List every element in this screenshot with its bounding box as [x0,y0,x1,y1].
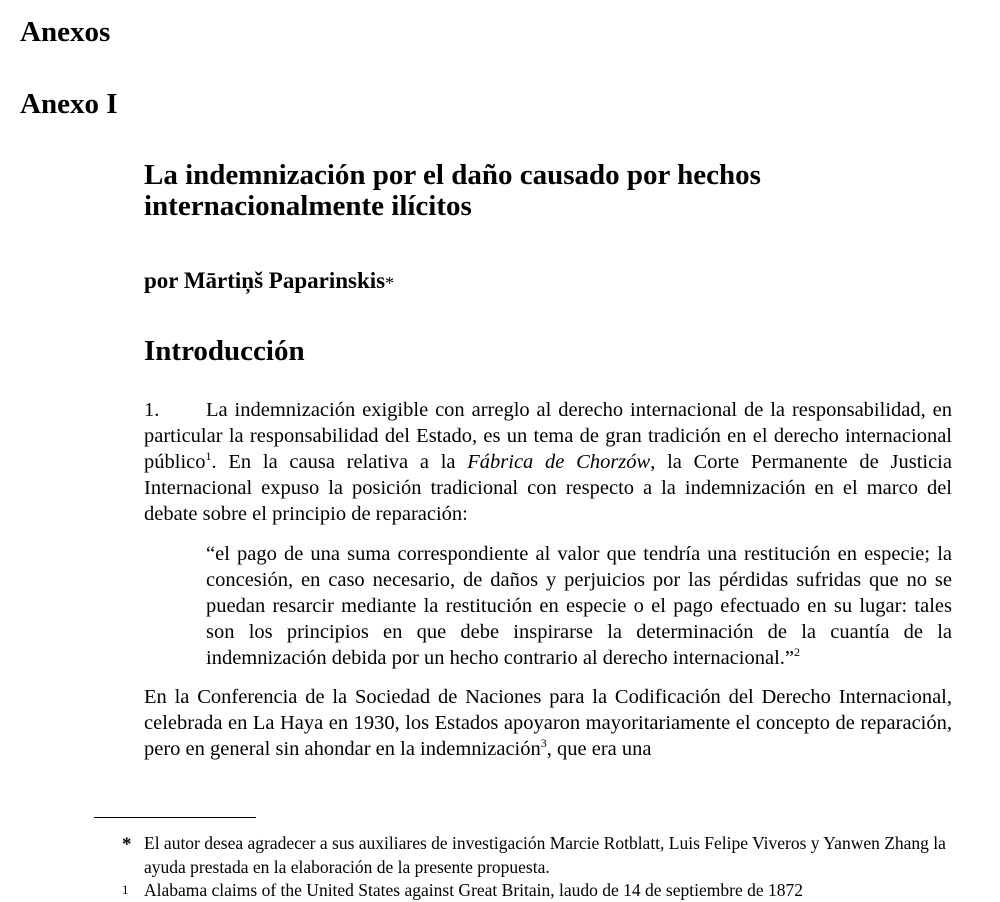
quote-text: “el pago de una suma correspondiente al valor que tendría una restitución en especie; la concesión, en caso necesario, de daños y perjuicios por las pérdidas sufridas que no se puedan resarcir mediante la restitución en especie o el pago efectuado en su lugar: tales son los principios en que debe inspirarse la determinación de la cuantía de la indemnización debida por un hecho contrario al derecho internacional.” [206,543,952,669]
author-footnote-mark[interactable]: * [385,273,395,293]
footnote-1-marker: 1 [122,882,129,897]
paragraph-number: 1. [144,399,160,421]
footnote-1 [122,878,952,902]
annexes-heading: Anexos [20,16,111,48]
footnote-author-text: El autor desea agradecer a sus auxiliares de investigación Marcie Rotblatt, Luis Felipe Viveros y Yanwen Zhang la ayuda prestada en la elaboración de la presente propuesta. [144,833,946,877]
paragraph-1-text-b: . En la causa relativa a la [211,451,468,473]
document-title: La indemnización por el daño causado por hechos internacionalmente ilícitos [144,159,761,222]
footnote-ref-2[interactable]: 2 [793,645,800,659]
paragraph-2-text-b: , que era una [546,738,652,760]
section-heading: Introducción [144,335,305,367]
footnote-ref-1[interactable]: 1 [205,449,212,463]
paragraph-2 [144,684,952,762]
paragraph-1-text-a: La indemnización exigible con arreglo al derecho internacional de la responsabilidad, en particular la responsabilidad del Estado, es un tema de gran tradición en el derecho internacional público [144,399,952,473]
paragraph-2-text-a: En la Conferencia de la Sociedad de Naciones para la Codificación del Derecho Internacional, celebrada en La Haya en 1930, los Estados apoyaron mayoritariamente el concepto de reparación, pero en general sin ahondar en la indemnización [144,686,952,760]
footnote-divider [94,817,256,818]
footnote-ref-3[interactable]: 3 [540,736,547,750]
annex-heading: Anexo I [20,88,118,120]
author-name: por Mārtiņš Paparinskis [144,268,386,293]
block-quote [206,541,952,671]
footnote-1-text: Alabama claims of the United States against Great Britain, laudo de 14 de septiembre de 1872 [144,880,803,900]
footnote-author-marker: * [122,834,132,855]
author-line [144,266,394,298]
paragraph-1-text-c: , la Corte Permanente de Justicia Internacional expuso la posición tradicional con respecto a la indemnización en el marco del debate sobre el principio de reparación: [144,451,952,525]
case-name: Fábrica de Chorzów [467,451,651,473]
footnote-author [122,831,952,879]
paragraph-1 [144,397,952,527]
